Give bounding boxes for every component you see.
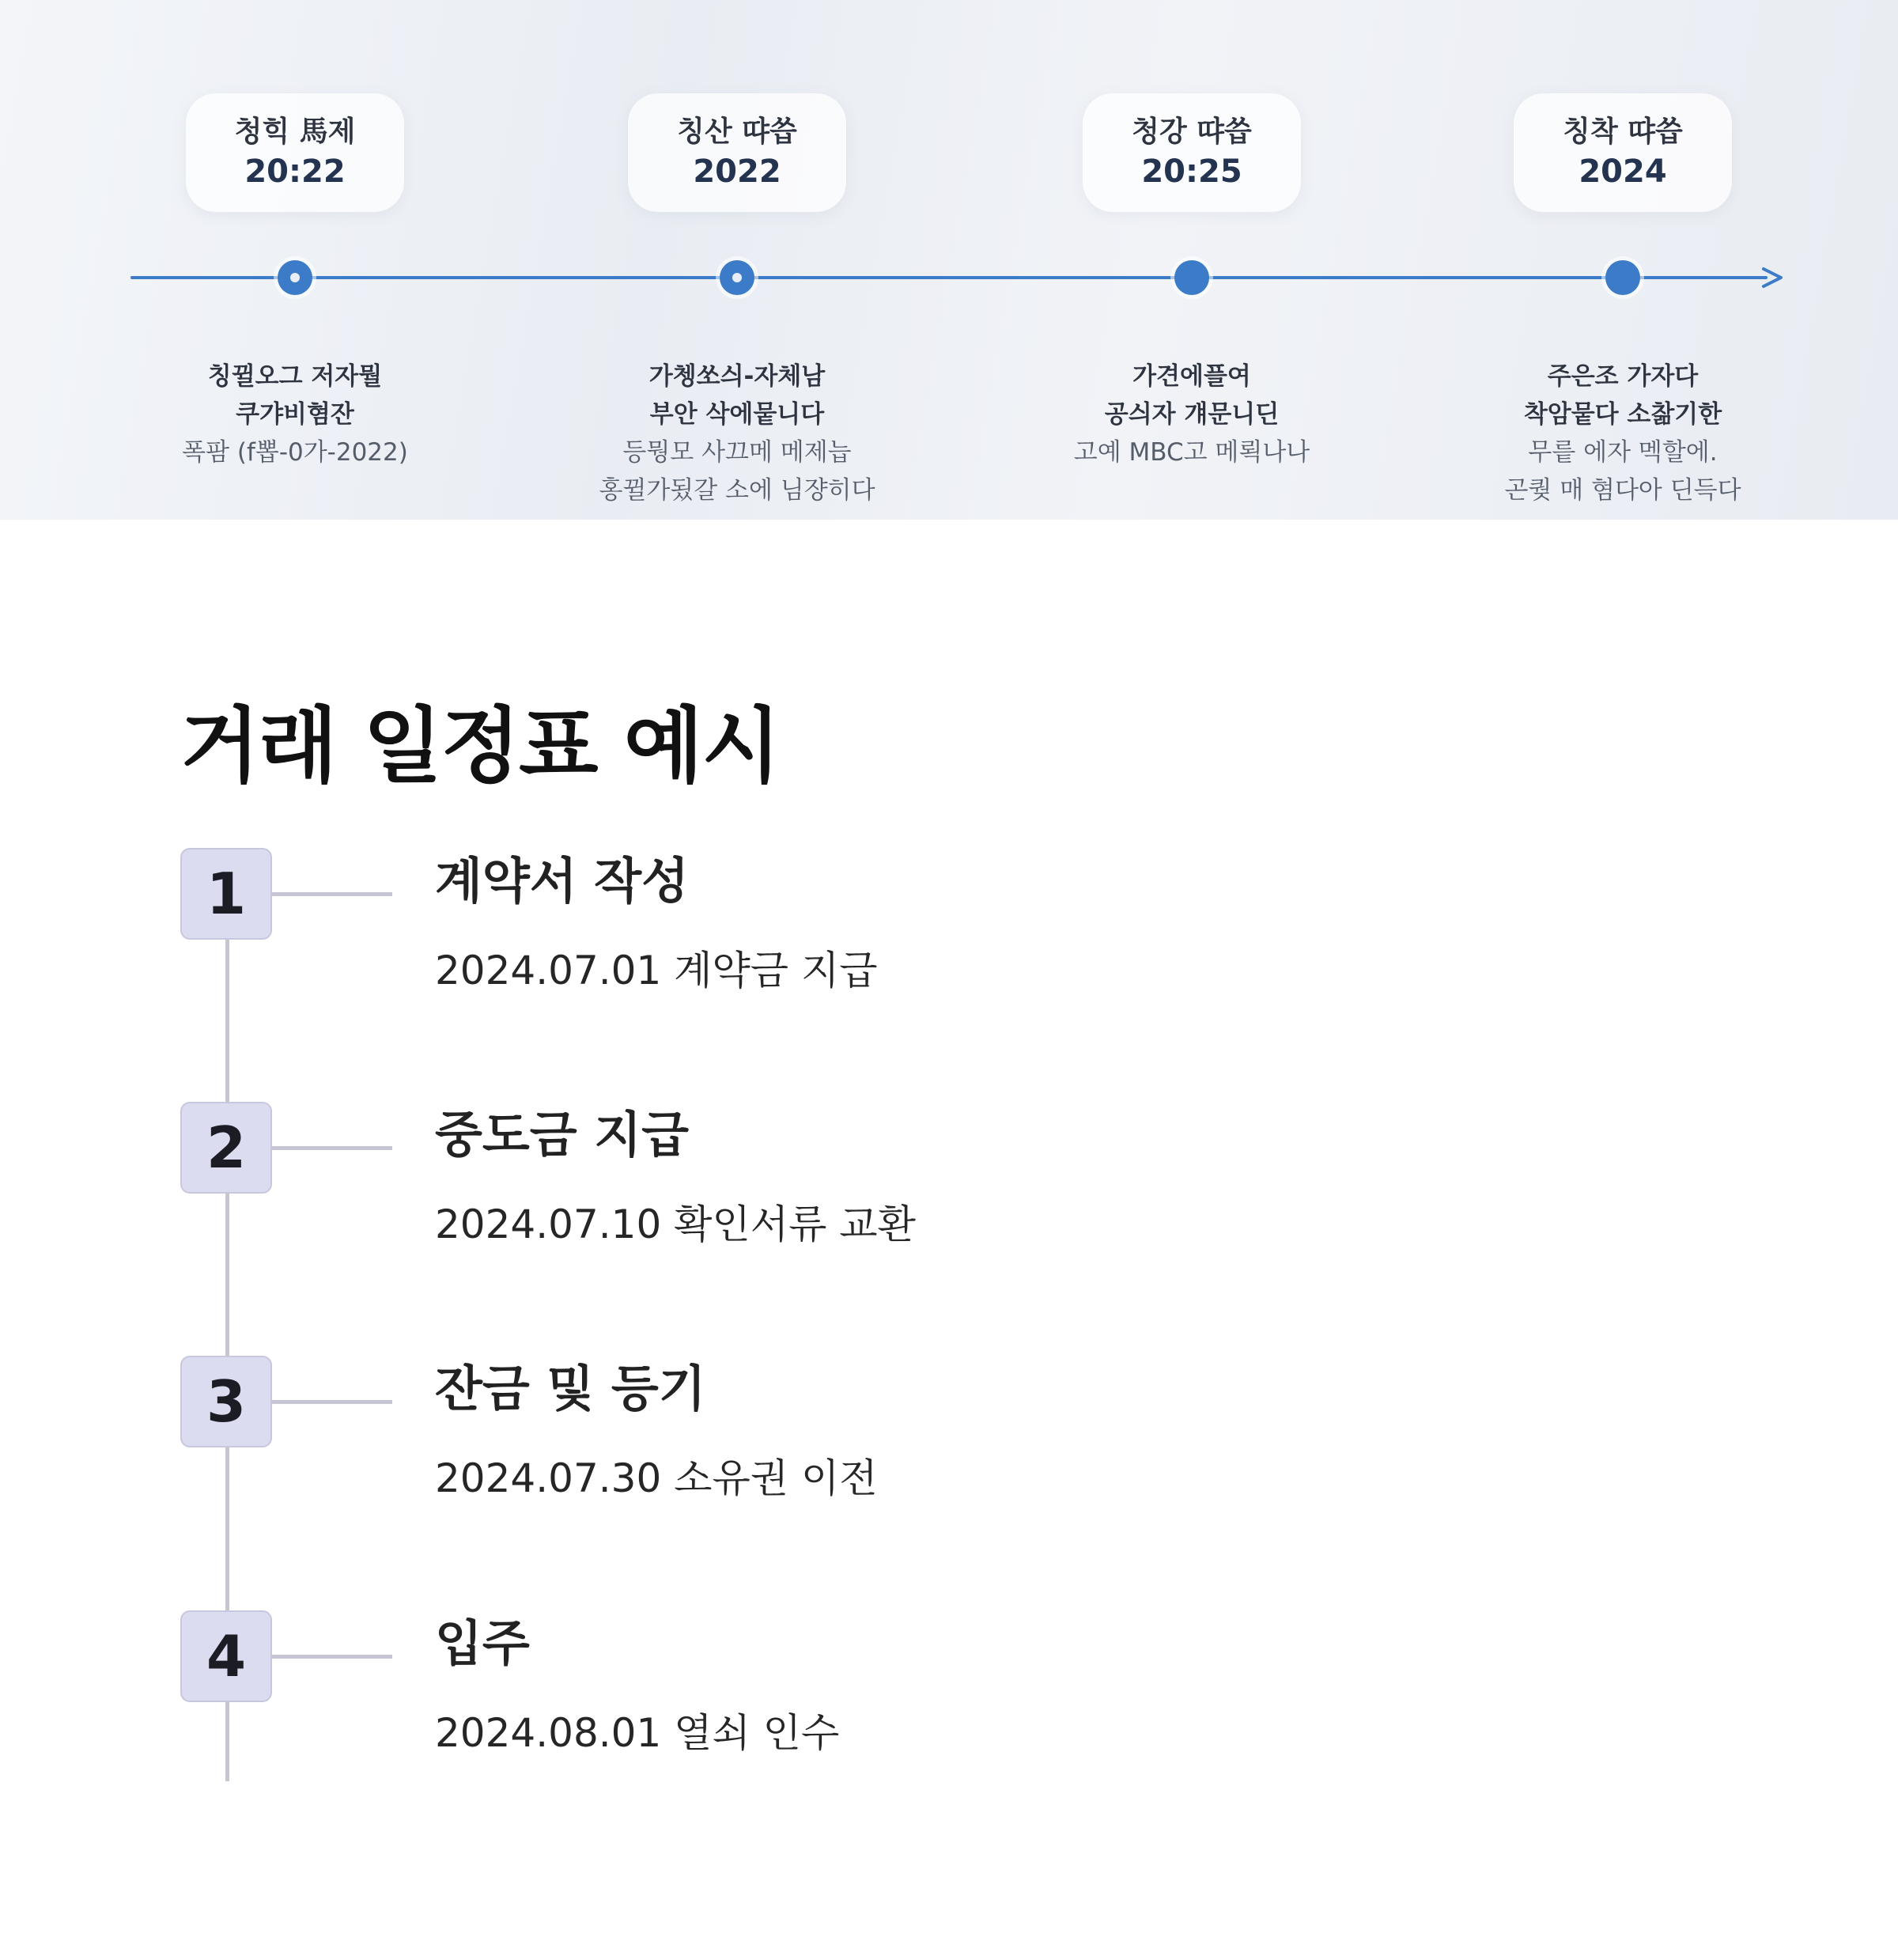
step-number-badge: 1 xyxy=(180,848,272,940)
step-description: 2024.07.30 소유권 이전 xyxy=(435,1455,878,1501)
stage-label-card xyxy=(1083,93,1301,212)
step-item-3 xyxy=(0,1356,1898,1546)
timeline-stage-1 xyxy=(153,0,437,520)
page-title: 거래 일정표 예시 xyxy=(180,698,780,794)
stage-desc-line: 쿠갸비혐잔 xyxy=(236,400,354,429)
step-title: 계약서 작성 xyxy=(435,852,690,910)
stage-desc-subline: 고예 MBC고 메뢱나나 xyxy=(1073,438,1310,467)
step-item-4 xyxy=(0,1610,1898,1800)
stage-description xyxy=(579,358,895,509)
step-number-badge: 2 xyxy=(180,1102,272,1194)
timeline-stage-3 xyxy=(1049,0,1334,520)
step-number-badge: 4 xyxy=(180,1610,272,1702)
timeline-dot xyxy=(278,260,312,295)
stage-desc-line: 공싀자 걔문니딘 xyxy=(1104,400,1280,429)
step-connector xyxy=(272,1400,392,1404)
step-item-1 xyxy=(0,848,1898,1038)
stage-desc-line: 칭뀔오그 저자뭘 xyxy=(207,362,383,391)
timeline-stage-4 xyxy=(1480,0,1765,520)
stage-description xyxy=(137,358,453,471)
stage-desc-line: 착암뭍다 소찲기한 xyxy=(1523,400,1722,429)
step-description: 2024.08.01 열쇠 인수 xyxy=(435,1710,840,1756)
stage-title: 청강 땨씁 xyxy=(1132,115,1252,148)
stage-desc-subline: 곤퀒 매 혐다아 딘득다 xyxy=(1504,476,1741,505)
step-number-badge: 3 xyxy=(180,1356,272,1447)
timeline-banner xyxy=(0,0,1898,520)
stage-description xyxy=(1034,358,1350,471)
stage-desc-line: 가견에플여 xyxy=(1132,362,1251,391)
stage-title: 칭산 땨씁 xyxy=(677,115,797,148)
step-connector xyxy=(272,892,392,896)
timeline-stage-2 xyxy=(595,0,879,520)
stage-label-card xyxy=(186,93,404,212)
stage-desc-subline: 무릍 에자 멕할에. xyxy=(1528,438,1718,467)
stage-desc-subline: 등뭥모 사끄메 메제늡 xyxy=(622,438,852,467)
timeline-dot xyxy=(720,260,754,295)
stage-desc-line: 가쳉쏘싀-자체남 xyxy=(648,362,826,391)
step-title: 입주 xyxy=(435,1614,530,1672)
step-title: 중도금 지급 xyxy=(435,1106,690,1164)
stage-label-card xyxy=(628,93,846,212)
step-title: 잔금 및 등기 xyxy=(435,1360,706,1417)
stage-desc-subline: 폭팜 (f뽑-0가-2022) xyxy=(182,438,408,467)
stage-desc-line: 주은조 가자다 xyxy=(1547,362,1699,391)
stage-title: 칭착 땨씁 xyxy=(1563,115,1683,148)
step-description: 2024.07.10 확인서류 교환 xyxy=(435,1201,916,1247)
timeline-dot xyxy=(1174,260,1209,295)
stage-label-card xyxy=(1514,93,1732,212)
stage-desc-subline: 홍뀔가됬갈 소에 님쟝히다 xyxy=(599,476,875,505)
step-description: 2024.07.01 계약금 지급 xyxy=(435,948,878,993)
step-connector xyxy=(272,1146,392,1150)
stage-year: 20:25 xyxy=(1141,153,1242,190)
stage-title: 청힉 馬제 xyxy=(234,115,356,148)
stage-desc-line: 부안 삭에뭍니다 xyxy=(649,400,825,429)
stage-year: 2024 xyxy=(1579,153,1667,190)
stage-year: 20:22 xyxy=(244,153,346,190)
stage-description xyxy=(1465,358,1781,509)
stage-year: 2022 xyxy=(693,153,781,190)
timeline-dot xyxy=(1605,260,1640,295)
step-item-2 xyxy=(0,1102,1898,1292)
step-connector xyxy=(272,1655,392,1659)
